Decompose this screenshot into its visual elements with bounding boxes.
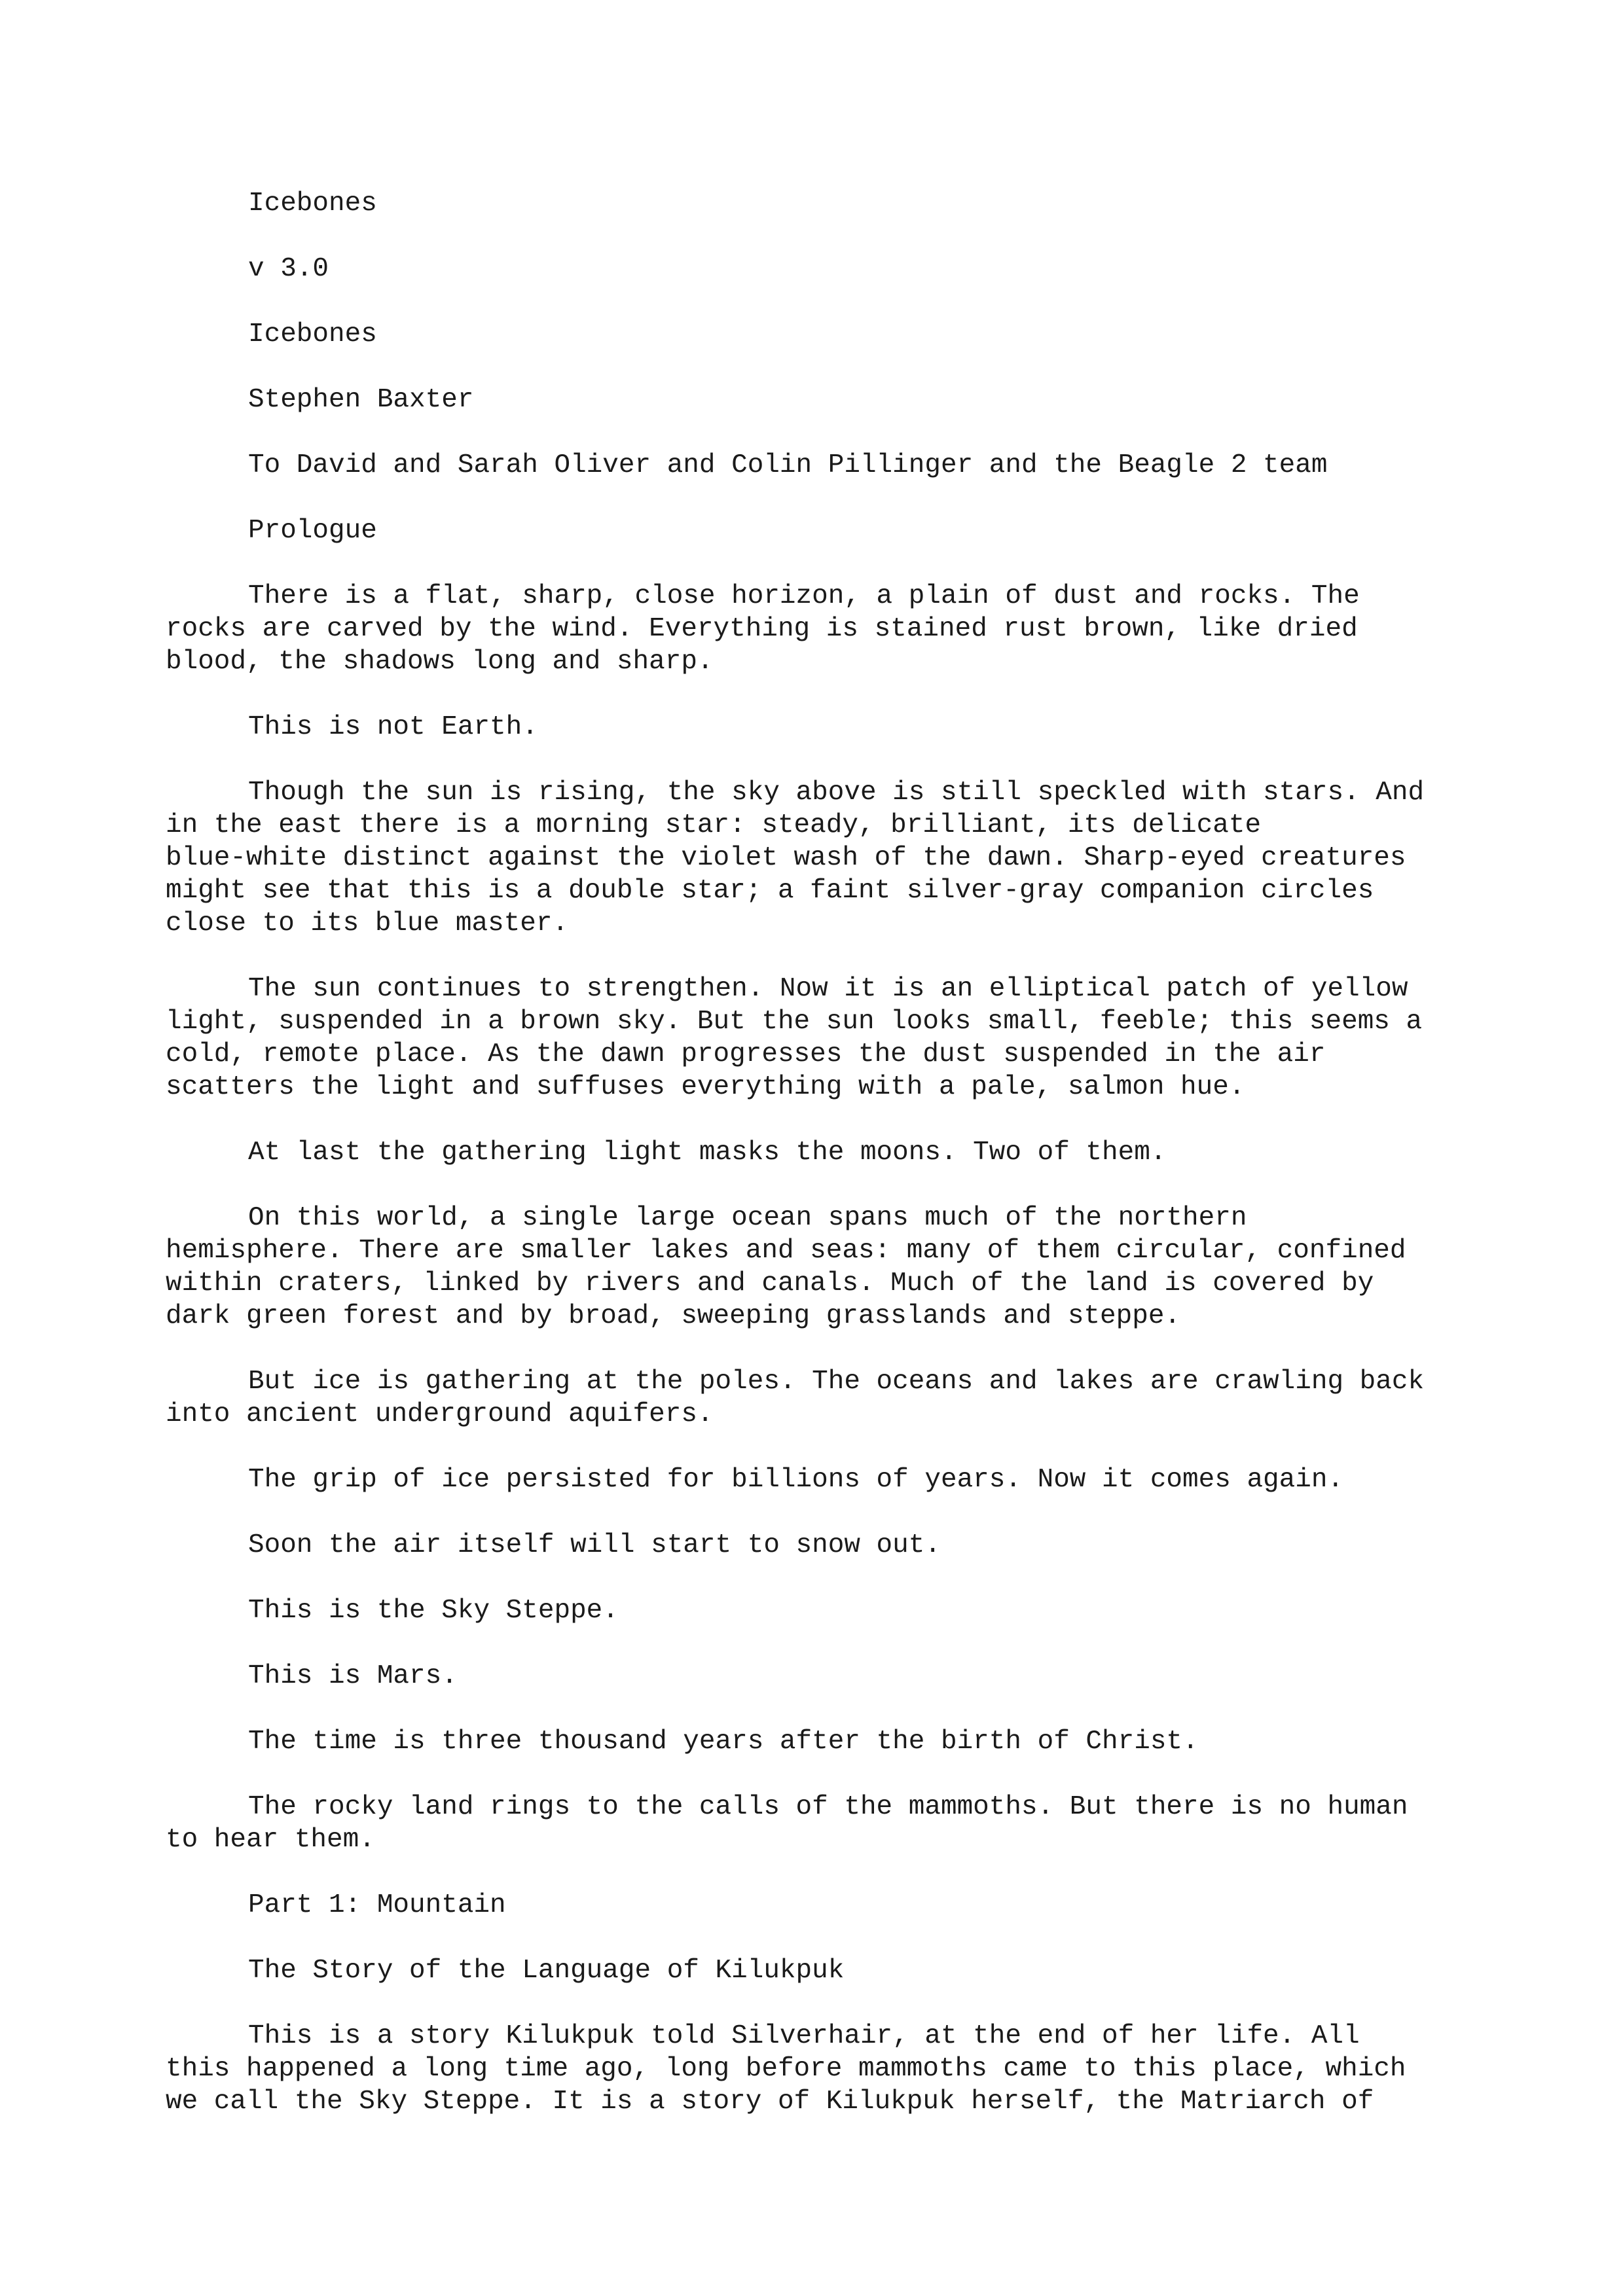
dedication: To David and Sarah Oliver and Colin Pillinger and the Beagle 2 team	[248, 450, 1328, 480]
paragraph: This is a story Kilukpuk told Silverhair, at the end of her life. All this happened a long time ago, long before mammoths came to this place, which we call the Sky Steppe. It is a story of Kilukpuk herself, the Matriarch of	[166, 2021, 1406, 2117]
paragraph: The time is three thousand years after the birth of Christ.	[248, 1727, 1199, 1757]
chapter-heading: The Story of the Language of Kilukpuk	[248, 1956, 845, 1986]
paragraph: This is the Sky Steppe.	[248, 1596, 619, 1626]
paragraph: This is Mars.	[248, 1661, 458, 1691]
book-title: Icebones	[248, 188, 377, 219]
paragraph: This is not Earth.	[248, 712, 538, 742]
author-name: Stephen Baxter	[248, 385, 474, 415]
paragraph: On this world, a single large ocean spans much of the northern hemisphere. There are smaller lakes and seas: many of them circular, confined within craters, linked by rivers and canals. Much of the land is covered by dark green forest and by broad, sweeping grasslands and steppe.	[166, 1203, 1406, 1331]
paragraph: At last the gathering light masks the moons. Two of them.	[248, 1138, 1167, 1168]
document-body	[166, 187, 1508, 2151]
section-heading-part-1: Part 1: Mountain	[248, 1890, 506, 1920]
section-heading-prologue: Prologue	[248, 516, 377, 546]
paragraph: Though the sun is rising, the sky above is still speckled with stars. And in the east there is a morning star: steady, brilliant, its delicate blue-white distinct against the violet wash of the dawn. Sharp-eyed creatures might see that this is a double star; a faint silver-gray companion circles close to its blue master.	[166, 778, 1425, 939]
paragraph: The grip of ice persisted for billions of years. Now it comes again.	[248, 1465, 1344, 1495]
paragraph: Soon the air itself will start to snow out.	[248, 1530, 941, 1560]
paragraph: There is a flat, sharp, close horizon, a plain of dust and rocks. The rocks are carved by the wind. Everything is stained rust brown, like dried blood, the shadows long and sharp.	[166, 581, 1360, 677]
paragraph: The sun continues to strengthen. Now it is an elliptical patch of yellow light, suspended in a brown sky. But the sun looks small, feeble; this seems a cold, remote place. As the dawn progresses the dust suspended in the air scatters the light and suffuses everything with a pale, salmon hue.	[166, 974, 1423, 1102]
title-repeat: Icebones	[248, 319, 377, 350]
paragraph: But ice is gathering at the poles. The oceans and lakes are crawling back into ancient underground aquifers.	[166, 1367, 1425, 1429]
paragraph: The rocky land rings to the calls of the mammoths. But there is no human to hear them.	[166, 1792, 1408, 1855]
version-line: v 3.0	[248, 254, 329, 284]
